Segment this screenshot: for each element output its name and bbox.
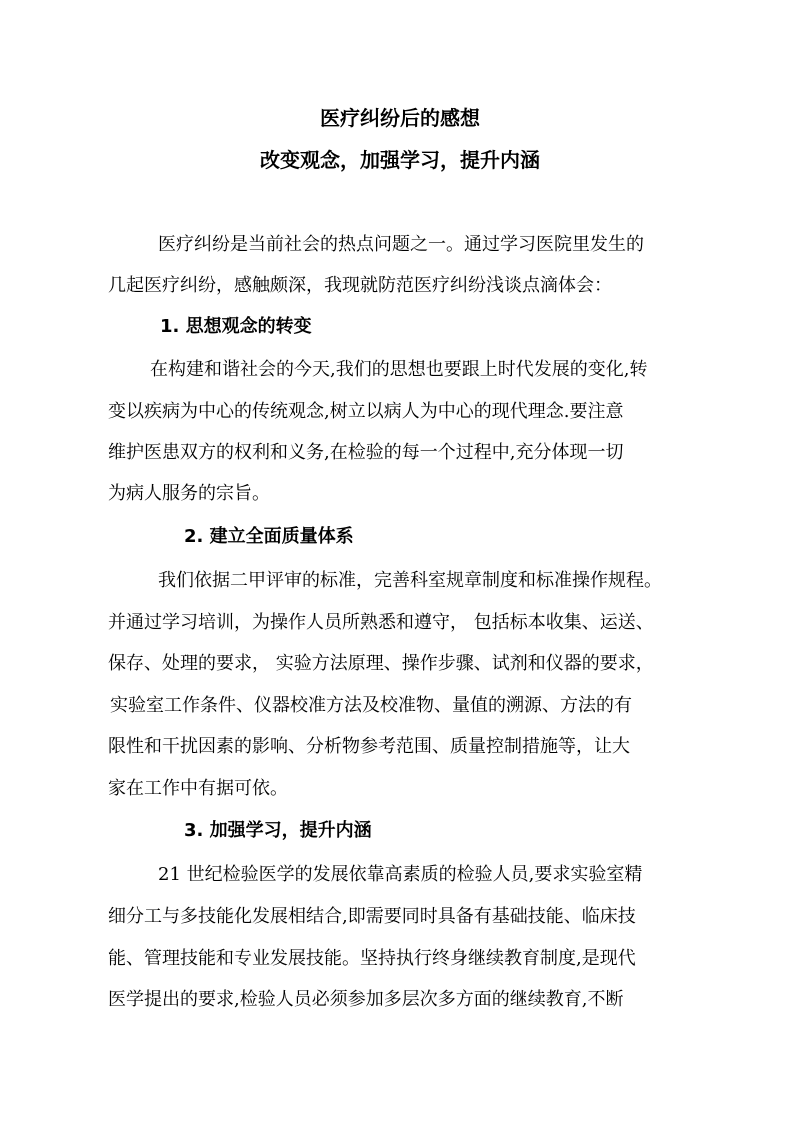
section2-line: 并通过学习培训，为操作人员所熟悉和遵守， 包括标本收集、运送、	[108, 612, 654, 633]
section2-line: 家在工作中有据可依。	[108, 778, 288, 799]
intro-line: 医疗纠纷是当前社会的热点问题之一。通过学习医院里发生的	[158, 234, 644, 255]
section2-heading: 2. 建立全面质量体系	[184, 526, 354, 547]
section1-line: 变以疾病为中心的传统观念,树立以病人为中心的现代理念.要注意	[108, 401, 624, 422]
section3-line: 21 世纪检验医学的发展依靠高素质的检验人员,要求实验室精	[158, 864, 643, 885]
intro-line: 几起医疗纠纷，感触颇深，我现就防范医疗纠纷浅谈点滴体会：	[108, 275, 612, 296]
section3-heading: 3. 加强学习，提升内涵	[184, 820, 372, 841]
document-subtitle: 改变观念，加强学习，提升内涵	[260, 148, 540, 172]
section1-line: 在构建和谐社会的今天,我们的思想也要跟上时代发展的变化,转	[150, 359, 648, 380]
section3-line: 能、管理技能和专业发展技能。坚持执行终身继续教育制度,是现代	[108, 948, 636, 969]
section2-line: 实验室工作条件、仪器校准方法及校准物、量值的溯源、方法的有	[110, 695, 632, 716]
section1-line: 维护医患双方的权利和义务,在检验的每一个过程中,充分体现一切	[108, 442, 624, 463]
section2-line: 我们依据二甲评审的标准，完善科室规章制度和标准操作规程。	[158, 570, 662, 591]
section3-line: 细分工与多技能化发展相结合,即需要同时具备有基础技能、临床技	[108, 906, 636, 927]
section2-line: 限性和干扰因素的影响、分析物参考范围、质量控制措施等，让大	[108, 736, 630, 757]
section2-line: 保存、处理的要求， 实验方法原理、操作步骤、试剂和仪器的要求，	[108, 653, 654, 674]
document-title: 医疗纠纷后的感想	[320, 106, 480, 130]
section1-heading: 1. 思想观念的转变	[160, 316, 312, 337]
section3-line: 医学提出的要求,检验人员必须参加多层次多方面的继续教育,不断	[108, 989, 624, 1010]
section1-line: 为病人服务的宗旨。	[108, 483, 270, 504]
